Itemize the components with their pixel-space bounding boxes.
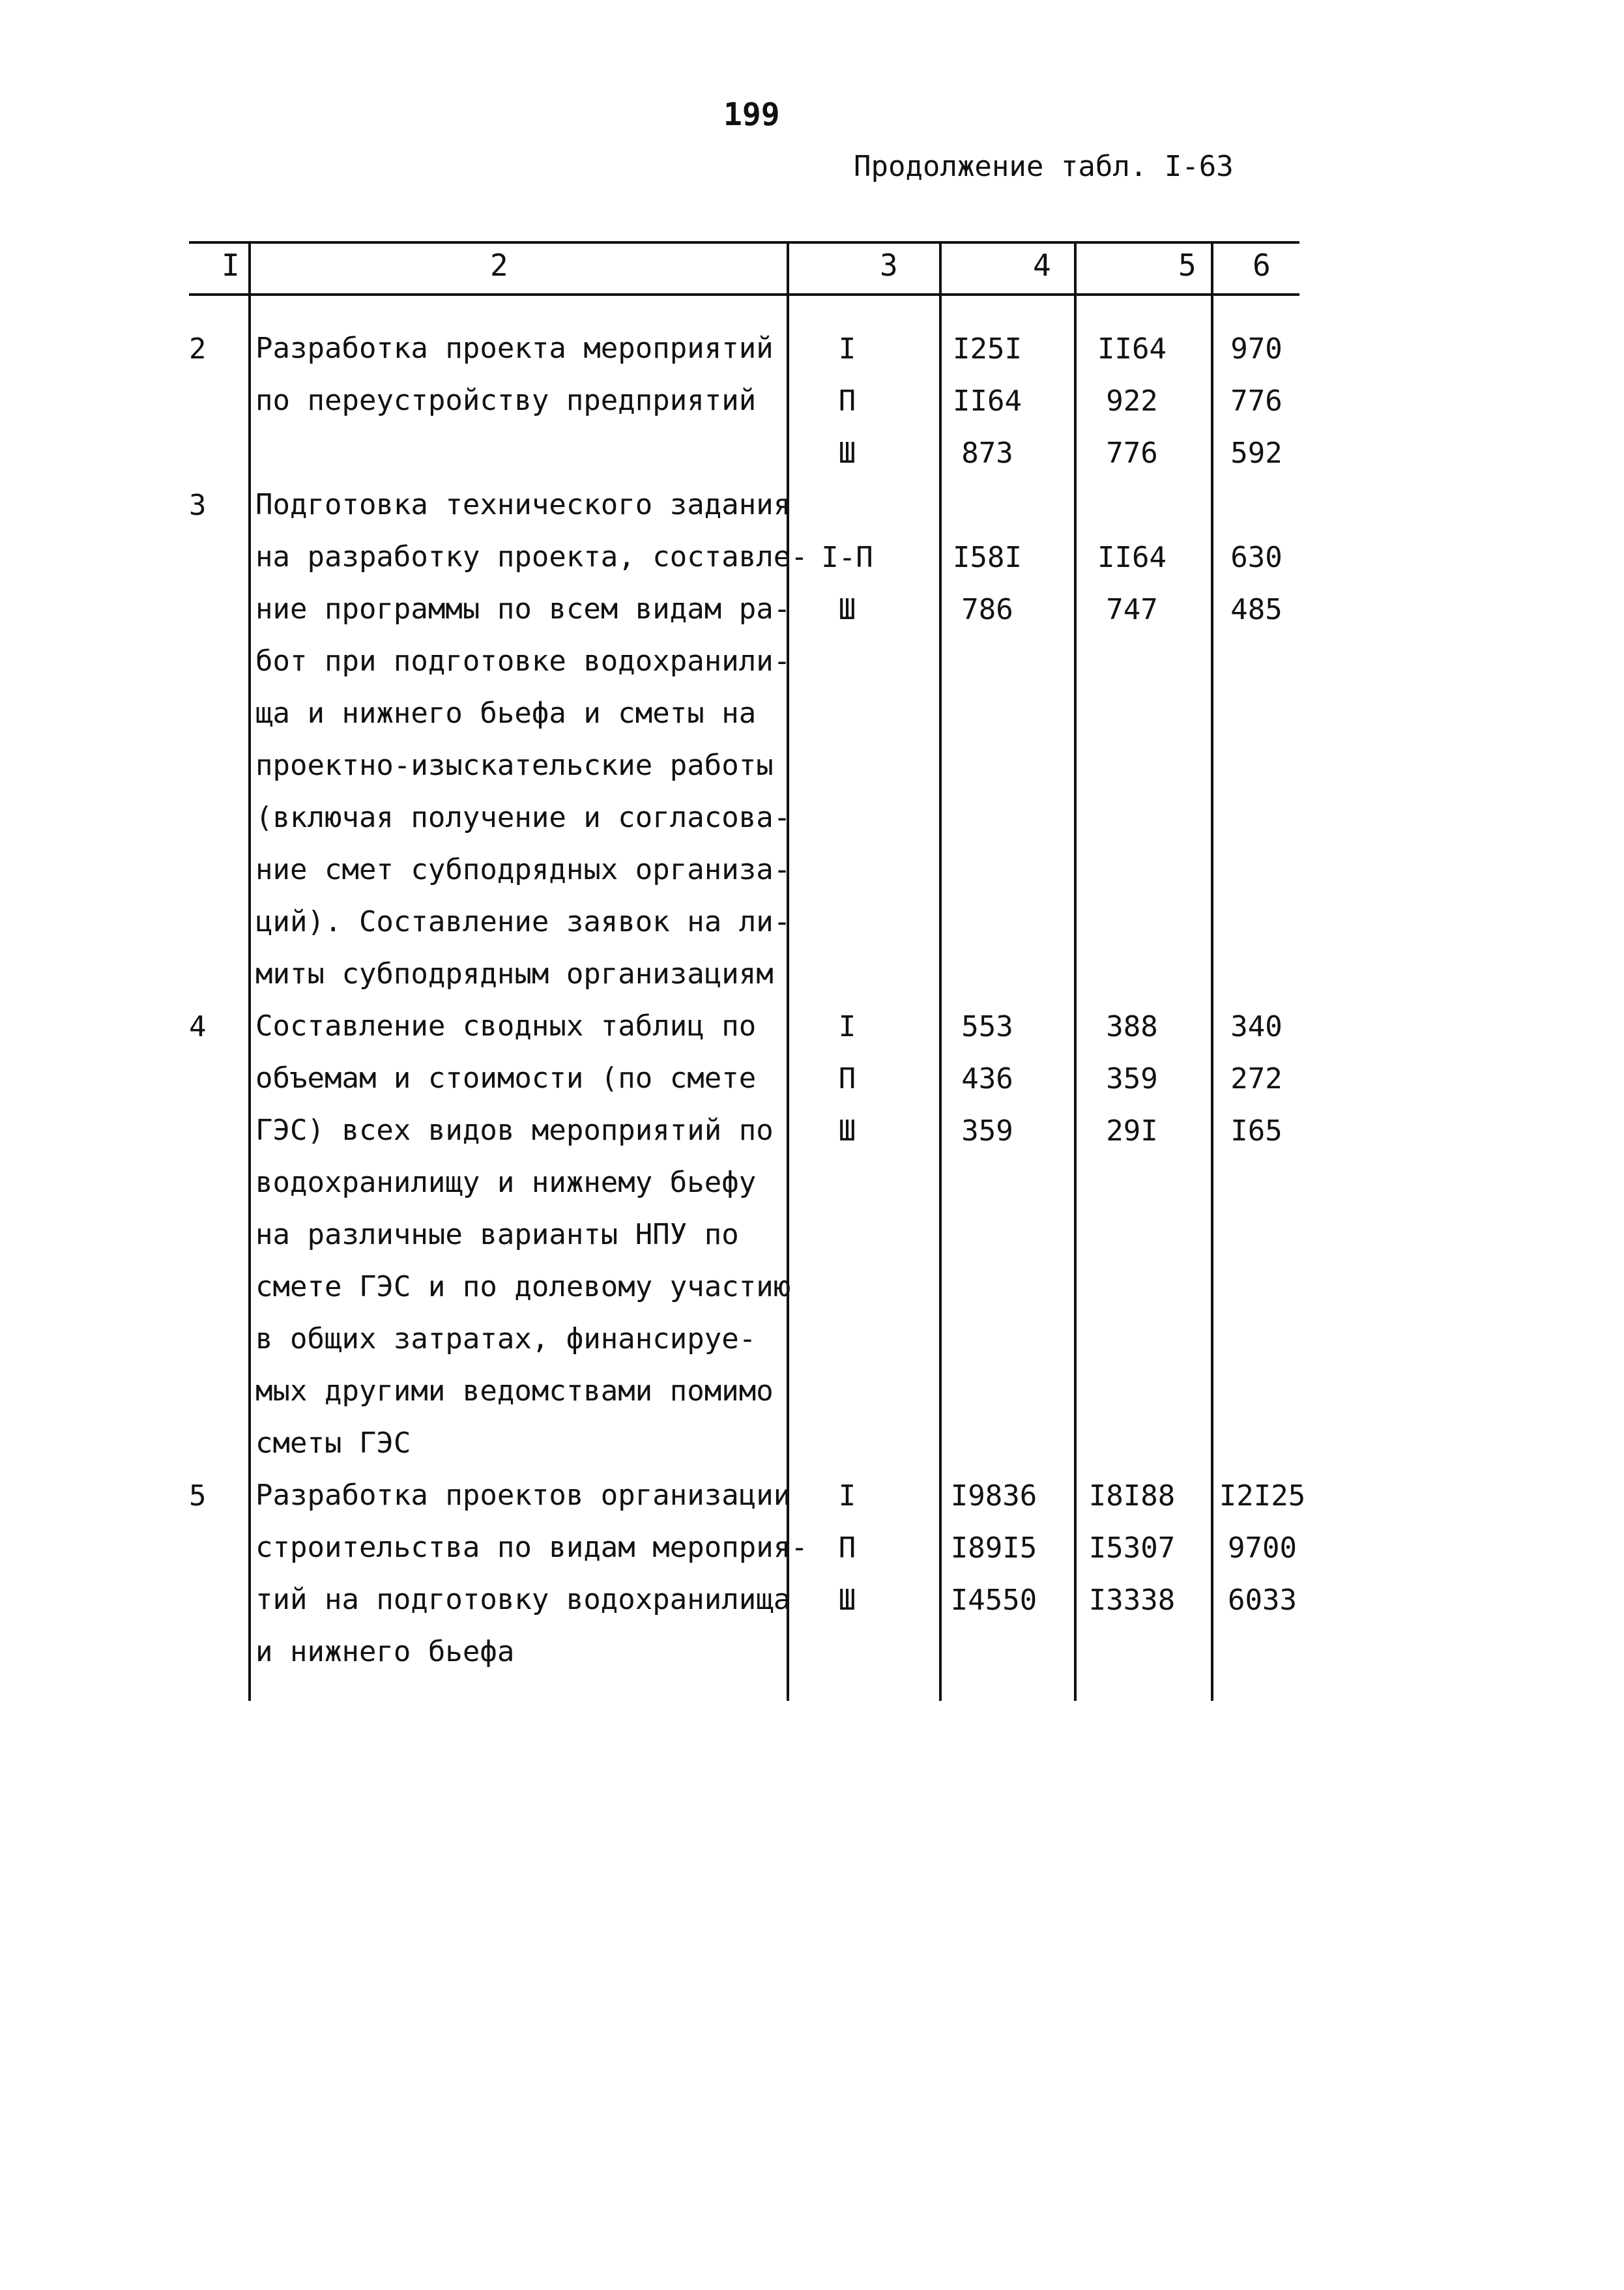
row-number: 3 bbox=[189, 489, 207, 522]
value-col-5: 747 bbox=[1106, 593, 1158, 626]
category-cell: Ш bbox=[838, 1114, 856, 1148]
value-col-4: 553 bbox=[961, 1010, 1013, 1043]
description-line: на разработку проекта, составле- bbox=[255, 540, 808, 573]
description-line: в общих затратах, финансируе- bbox=[255, 1322, 757, 1355]
description-line: мых другими ведомствами помимо bbox=[255, 1374, 774, 1408]
page-number: 199 bbox=[723, 96, 780, 133]
value-col-5: 359 bbox=[1106, 1062, 1158, 1095]
value-col-5: 922 bbox=[1106, 384, 1158, 418]
description-line: Подготовка технического задания bbox=[255, 488, 791, 521]
value-col-4: I25I bbox=[953, 332, 1022, 366]
description-line: Составление сводных таблиц по bbox=[255, 1009, 757, 1043]
header-col-1: I bbox=[222, 248, 240, 283]
value-col-4: I9836 bbox=[950, 1479, 1037, 1513]
value-col-6: 9700 bbox=[1228, 1531, 1297, 1565]
value-col-4: I89I5 bbox=[950, 1531, 1037, 1565]
category-cell: П bbox=[838, 384, 856, 418]
value-col-4: I58I bbox=[953, 541, 1022, 574]
header-col-6: 6 bbox=[1253, 248, 1271, 283]
value-col-5: 388 bbox=[1106, 1010, 1158, 1043]
header-col-3: 3 bbox=[880, 248, 898, 283]
value-col-4: 436 bbox=[961, 1062, 1013, 1095]
description-line: ние программы по всем видам ра- bbox=[255, 592, 791, 626]
row-description bbox=[255, 479, 808, 1000]
description-line: объемам и стоимости (по смете bbox=[255, 1062, 757, 1095]
value-col-6: I65 bbox=[1230, 1114, 1283, 1148]
table-top-rule bbox=[189, 241, 1299, 244]
description-line: ние смет субподрядных организа- bbox=[255, 853, 791, 886]
value-col-5: 776 bbox=[1106, 437, 1158, 470]
category-cell: I bbox=[838, 1010, 856, 1043]
category-cell: I bbox=[838, 1479, 856, 1513]
value-col-5: I5307 bbox=[1088, 1531, 1176, 1565]
value-col-5: II64 bbox=[1097, 541, 1167, 574]
value-col-4: 359 bbox=[961, 1114, 1013, 1148]
description-line: водохранилищу и нижнему бьефу bbox=[255, 1166, 757, 1199]
value-col-6: 272 bbox=[1230, 1062, 1283, 1095]
value-col-6: 776 bbox=[1230, 384, 1283, 418]
value-col-4: 873 bbox=[961, 437, 1013, 470]
table-caption: Продолжение табл. I-63 bbox=[854, 150, 1234, 183]
row-number: 2 bbox=[189, 332, 207, 366]
description-line: сметы ГЭС bbox=[255, 1427, 411, 1460]
row-number: 5 bbox=[189, 1479, 207, 1513]
value-col-4: I4550 bbox=[950, 1584, 1037, 1617]
value-col-5: I3338 bbox=[1088, 1584, 1176, 1617]
description-line: (включая получение и согласова- bbox=[255, 801, 791, 834]
description-line: миты субподрядным организациям bbox=[255, 957, 774, 991]
description-line: Разработка проектов организации bbox=[255, 1479, 791, 1512]
description-line: Разработка проекта мероприятий bbox=[255, 332, 774, 365]
category-cell: П bbox=[838, 1062, 856, 1095]
description-line: и нижнего бьефа bbox=[255, 1635, 515, 1668]
header-col-5: 5 bbox=[1178, 248, 1196, 283]
description-line: ций). Составление заявок на ли- bbox=[255, 905, 791, 938]
category-cell: I bbox=[838, 332, 856, 366]
header-bottom-rule bbox=[189, 293, 1299, 296]
description-line: бот при подготовке водохранили- bbox=[255, 645, 791, 678]
header-col-2: 2 bbox=[490, 248, 508, 283]
description-line: по переустройству предприятий bbox=[255, 384, 757, 417]
row-number: 4 bbox=[189, 1010, 207, 1043]
description-line: на различные варианты НПУ по bbox=[255, 1218, 739, 1251]
value-col-5: II64 bbox=[1097, 332, 1167, 366]
category-cell: Ш bbox=[838, 437, 856, 470]
column-divider-3 bbox=[939, 241, 942, 1701]
row-description bbox=[255, 1470, 808, 1678]
category-cell: Ш bbox=[838, 593, 856, 626]
description-line: проектно-изыскательские работы bbox=[255, 749, 774, 782]
value-col-6: 340 bbox=[1230, 1010, 1283, 1043]
value-col-5: I8I88 bbox=[1088, 1479, 1176, 1513]
category-cell: I-П bbox=[821, 541, 873, 574]
value-col-6: 6033 bbox=[1228, 1584, 1297, 1617]
description-line: строительства по видам мероприя- bbox=[255, 1531, 808, 1564]
description-line: смете ГЭС и по долевому участию bbox=[255, 1270, 791, 1303]
row-description bbox=[255, 323, 774, 427]
value-col-6: I2I25 bbox=[1219, 1479, 1306, 1513]
value-col-4: 786 bbox=[961, 593, 1013, 626]
value-col-6: 485 bbox=[1230, 593, 1283, 626]
value-col-5: 29I bbox=[1106, 1114, 1158, 1148]
value-col-6: 630 bbox=[1230, 541, 1283, 574]
column-divider-1 bbox=[248, 241, 251, 1701]
category-cell: П bbox=[838, 1531, 856, 1565]
header-col-4: 4 bbox=[1033, 248, 1051, 283]
description-line: ГЭС) всех видов мероприятий по bbox=[255, 1114, 774, 1147]
description-line: тий на подготовку водохранилища bbox=[255, 1583, 791, 1616]
description-line: ща и нижнего бьефа и сметы на bbox=[255, 697, 757, 730]
row-description bbox=[255, 1000, 790, 1470]
category-cell: Ш bbox=[838, 1584, 856, 1617]
value-col-6: 592 bbox=[1230, 437, 1283, 470]
value-col-4: II64 bbox=[953, 384, 1022, 418]
value-col-6: 970 bbox=[1230, 332, 1283, 366]
